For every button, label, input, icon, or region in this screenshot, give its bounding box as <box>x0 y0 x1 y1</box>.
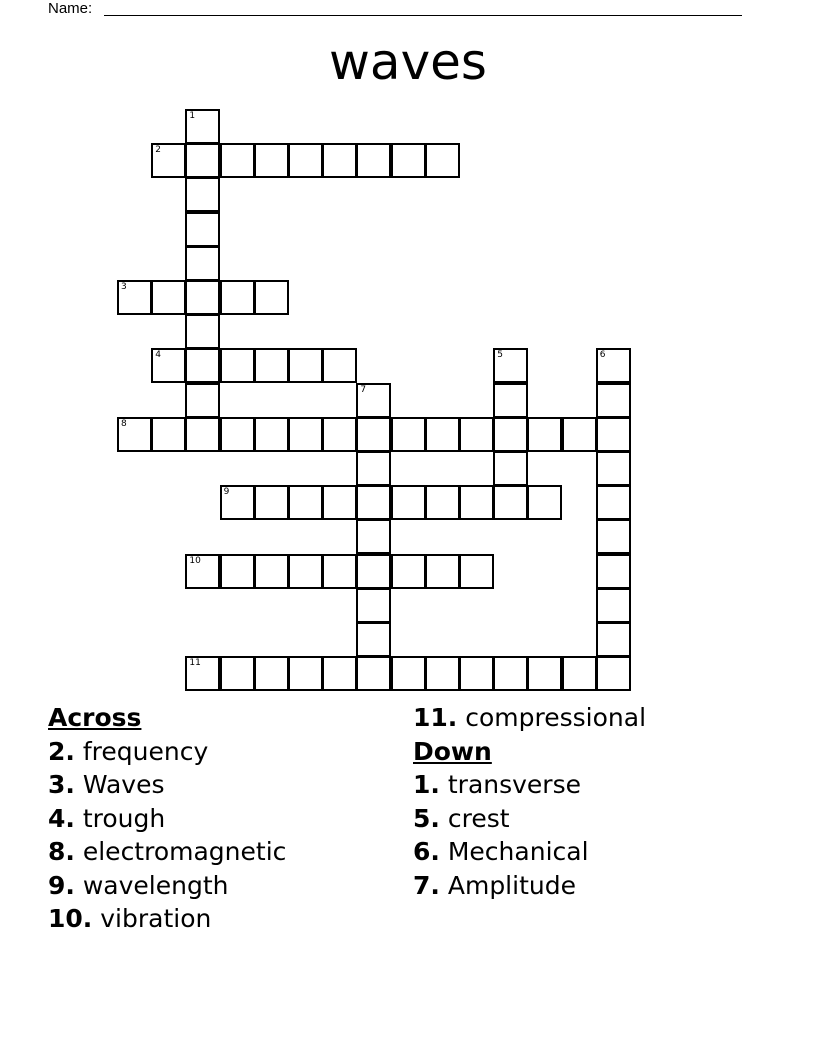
crossword-cell[interactable] <box>185 656 220 691</box>
crossword-cell[interactable] <box>254 485 289 520</box>
crossword-cell[interactable] <box>185 109 220 144</box>
clue-number-label: 11 <box>189 658 201 669</box>
crossword-cell[interactable] <box>459 485 494 520</box>
clue-number: 9. <box>48 870 75 900</box>
crossword-cell[interactable] <box>596 417 631 452</box>
crossword-cell[interactable] <box>493 485 528 520</box>
crossword-cell[interactable] <box>185 554 220 589</box>
crossword-cell[interactable] <box>151 143 186 178</box>
clue-across-4 <box>48 802 286 836</box>
crossword-cell[interactable] <box>562 417 597 452</box>
crossword-cell[interactable] <box>356 519 391 554</box>
crossword-cell[interactable] <box>322 485 357 520</box>
clue-number-label: 4 <box>155 350 161 361</box>
crossword-cell[interactable] <box>459 656 494 691</box>
crossword-cell[interactable] <box>288 554 323 589</box>
crossword-cell[interactable] <box>596 519 631 554</box>
crossword-cell[interactable] <box>596 588 631 623</box>
crossword-cell[interactable] <box>425 656 460 691</box>
crossword-cell[interactable] <box>185 280 220 315</box>
crossword-cell[interactable] <box>425 554 460 589</box>
clue-number-label: 5 <box>497 350 503 361</box>
crossword-cell[interactable] <box>185 314 220 349</box>
crossword-cell[interactable] <box>425 485 460 520</box>
crossword-cell[interactable] <box>527 485 562 520</box>
crossword-cell[interactable] <box>220 656 255 691</box>
crossword-cell[interactable] <box>322 417 357 452</box>
crossword-cell[interactable] <box>493 417 528 452</box>
crossword-cell[interactable] <box>356 656 391 691</box>
crossword-cell[interactable] <box>220 348 255 383</box>
crossword-cell[interactable] <box>493 383 528 418</box>
crossword-cell[interactable] <box>356 417 391 452</box>
crossword-cell[interactable] <box>117 417 152 452</box>
page-title: waves <box>329 33 487 91</box>
crossword-cell[interactable] <box>322 348 357 383</box>
clue-down-5 <box>413 802 646 836</box>
clue-text: frequency <box>82 736 209 766</box>
crossword-cell[interactable] <box>493 348 528 383</box>
crossword-cell[interactable] <box>185 177 220 212</box>
clue-number-label: 7 <box>360 384 367 395</box>
crossword-cell[interactable] <box>596 485 631 520</box>
crossword-cell[interactable] <box>288 348 323 383</box>
clue-down-1 <box>413 768 646 802</box>
clue-number-label: 10 <box>189 555 201 566</box>
crossword-cell[interactable] <box>425 417 460 452</box>
clue-number: 5. <box>413 803 440 833</box>
crossword-cell[interactable] <box>185 383 220 418</box>
crossword-cell[interactable] <box>151 348 186 383</box>
crossword-cell[interactable] <box>459 417 494 452</box>
clue-down-7 <box>413 869 646 903</box>
crossword-cell[interactable] <box>493 451 528 486</box>
crossword-cell[interactable] <box>220 280 255 315</box>
crossword-cell[interactable] <box>288 143 323 178</box>
crossword-cell[interactable] <box>356 554 391 589</box>
crossword-cell[interactable] <box>425 143 460 178</box>
crossword-cell[interactable] <box>185 348 220 383</box>
crossword-cell[interactable] <box>322 554 357 589</box>
clue-text: crest <box>447 803 510 833</box>
clues-column-right <box>413 701 646 902</box>
crossword-cell[interactable] <box>254 348 289 383</box>
crossword-cell[interactable] <box>356 143 391 178</box>
crossword-cell[interactable] <box>596 554 631 589</box>
crossword-cell[interactable] <box>288 485 323 520</box>
clue-number: 4. <box>48 803 75 833</box>
clue-number: 10. <box>48 904 93 933</box>
clue-number: 6. <box>413 837 440 866</box>
crossword-cell[interactable] <box>391 554 426 589</box>
name-label: Name: <box>48 0 93 17</box>
crossword-cell[interactable] <box>254 554 289 589</box>
clue-number-label: 3 <box>121 282 127 292</box>
clue-number: 7. <box>413 870 440 900</box>
crossword-cell[interactable] <box>185 246 220 281</box>
crossword-cell[interactable] <box>391 485 426 520</box>
clue-number-label: 6 <box>599 350 606 361</box>
crossword-cell[interactable] <box>459 554 494 589</box>
crossword-cell[interactable] <box>117 280 152 315</box>
down-heading: Down <box>413 736 492 766</box>
clue-number-label: 1 <box>189 111 196 121</box>
crossword-cell[interactable] <box>288 417 323 452</box>
crossword-cell[interactable] <box>391 656 426 691</box>
crossword-cell[interactable] <box>527 656 562 691</box>
clue-number: 8. <box>48 837 75 866</box>
crossword-cell[interactable] <box>220 417 255 452</box>
crossword-cell[interactable] <box>356 383 391 418</box>
crossword-cell[interactable] <box>185 212 220 247</box>
crossword-cell[interactable] <box>322 143 357 178</box>
crossword-cell[interactable] <box>596 383 631 418</box>
clue-text: wavelength <box>82 870 229 900</box>
clue-text: transverse <box>447 770 581 799</box>
clue-text: electromagnetic <box>82 837 287 866</box>
clue-number: 3. <box>48 770 75 799</box>
clue-across-9 <box>48 869 286 903</box>
crossword-cell[interactable] <box>356 485 391 520</box>
clue-across-2 <box>48 735 286 769</box>
crossword-cell[interactable] <box>356 451 391 486</box>
crossword-cell[interactable] <box>391 417 426 452</box>
crossword-cell[interactable] <box>185 143 220 178</box>
clue-text: Mechanical <box>447 837 589 866</box>
across-heading: Across <box>48 703 142 732</box>
crossword-cell[interactable] <box>596 622 631 657</box>
clue-across-11 <box>413 701 646 735</box>
crossword-cell[interactable] <box>562 656 597 691</box>
clue-down-6 <box>413 835 646 869</box>
clue-number-label: 2 <box>155 145 161 156</box>
crossword-cell[interactable] <box>220 143 255 178</box>
clue-text: Waves <box>82 770 165 799</box>
crossword-cell[interactable] <box>391 143 426 178</box>
clue-number-label: 8 <box>121 418 127 429</box>
clue-across-3 <box>48 768 286 802</box>
crossword-cell[interactable] <box>151 417 186 452</box>
crossword-cell[interactable] <box>185 417 220 452</box>
crossword-cell[interactable] <box>493 656 528 691</box>
clue-across-8 <box>48 835 286 869</box>
clue-number-label: 9 <box>223 487 230 498</box>
crossword-cell[interactable] <box>220 485 255 520</box>
clue-text: Amplitude <box>447 870 576 900</box>
clues-column-left <box>48 701 286 936</box>
clue-across-10 <box>48 902 286 936</box>
clue-text: trough <box>82 803 166 833</box>
crossword-cell[interactable] <box>254 143 289 178</box>
crossword-cell[interactable] <box>151 280 186 315</box>
crossword-cell[interactable] <box>356 622 391 657</box>
crossword-cell[interactable] <box>288 656 323 691</box>
crossword-cell[interactable] <box>527 417 562 452</box>
crossword-cell[interactable] <box>596 348 631 383</box>
crossword-cell[interactable] <box>254 417 289 452</box>
clue-text: compressional <box>465 703 647 732</box>
crossword-cell[interactable] <box>220 554 255 589</box>
crossword-cell[interactable] <box>254 280 289 315</box>
crossword-cell[interactable] <box>254 656 289 691</box>
crossword-cell[interactable] <box>356 588 391 623</box>
crossword-cell[interactable] <box>322 656 357 691</box>
crossword-cell[interactable] <box>596 656 631 691</box>
clue-number: 1. <box>413 770 440 799</box>
clue-number: 11. <box>413 703 458 732</box>
clue-text: vibration <box>100 904 212 933</box>
crossword-cell[interactable] <box>596 451 631 486</box>
clue-number: 2. <box>48 736 75 766</box>
